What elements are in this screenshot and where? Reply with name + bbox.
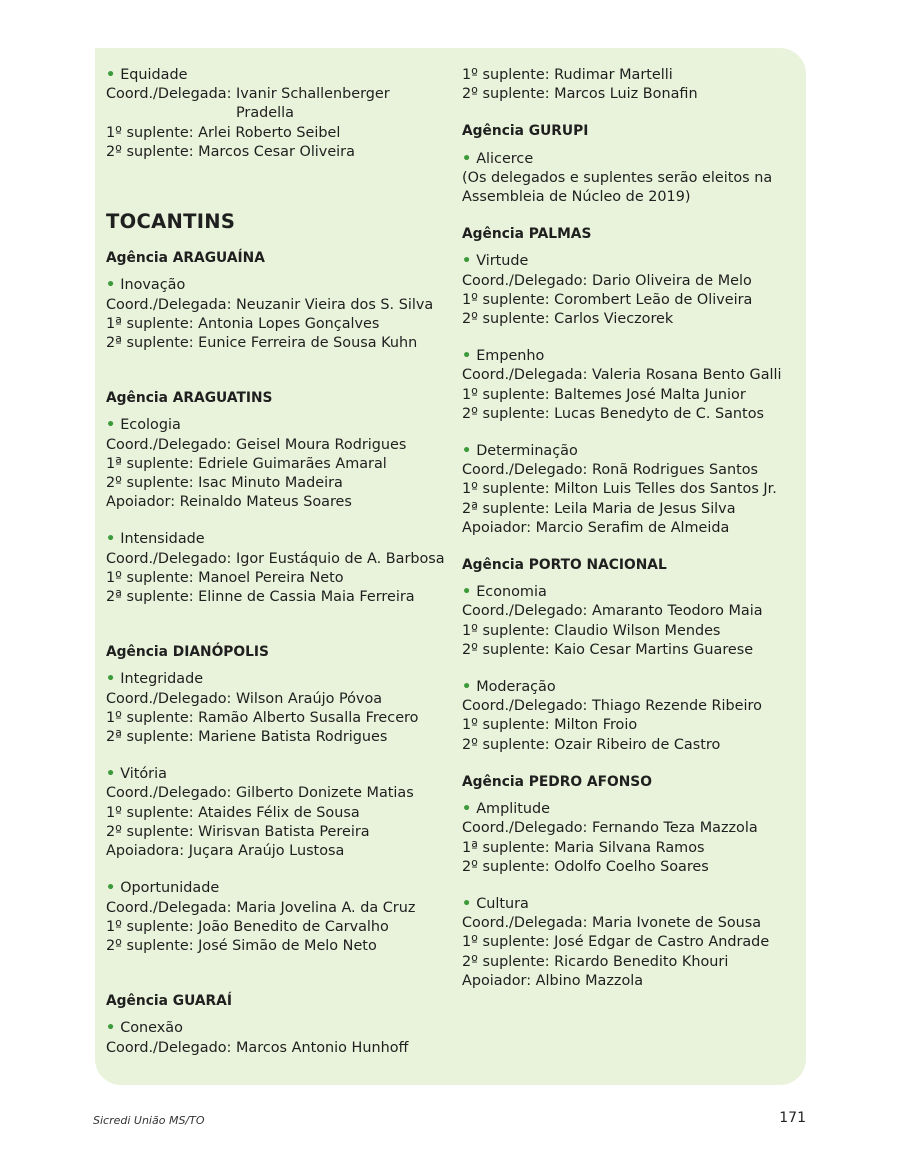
nucleo-name: Conexão	[120, 1020, 183, 1037]
note: Assembleia de Núcleo de 2019)	[462, 189, 691, 206]
nucleo-vitoria	[106, 765, 451, 861]
coordinator-continuation: Pradella	[236, 105, 294, 122]
substitute-1: 1ª suplente: Edriele Guimarães Amaral	[106, 455, 387, 472]
bullet-icon: •	[106, 766, 116, 783]
substitute-1: 1º suplente: Baltemes José Malta Junior	[462, 386, 746, 403]
substitute-1: 1º suplente: Milton Froio	[462, 717, 638, 734]
substitute-2: 2º suplente: Ricardo Benedito Khouri	[462, 953, 729, 970]
nucleo-inovacao	[106, 276, 451, 353]
substitute-1: 1º suplente: Manoel Pereira Neto	[106, 569, 344, 586]
bullet-icon: •	[462, 253, 472, 270]
footer-publication: Sicredi União MS/TO	[93, 1114, 205, 1127]
nucleo-name: Alicerce	[476, 150, 534, 167]
substitute-2: 2ª suplente: Eunice Ferreira de Sousa Kuhn	[106, 335, 418, 352]
substitute-2: 2º suplente: Kaio Cesar Martins Guarese	[462, 641, 754, 658]
coordinator: Coord./Delegado: Dario Oliveira de Melo	[462, 272, 752, 289]
coordinator: Coord./Delegado: Amaranto Teodoro Maia	[462, 603, 763, 620]
agency-heading: Agência PEDRO AFONSO	[462, 773, 652, 790]
bullet-icon: •	[462, 895, 472, 912]
substitute-2: 2º suplente: Marcos Luiz Bonafin	[462, 86, 698, 103]
agency-heading: Agência GURUPI	[462, 123, 589, 140]
nucleo-name: Ecologia	[120, 417, 181, 434]
coordinator: Coord./Delegado: Fernando Teza Mazzola	[462, 820, 758, 837]
bullet-icon: •	[106, 671, 116, 688]
substitute-1: 1º suplente: Corombert Leão de Oliveira	[462, 291, 753, 308]
substitute-1: 1º suplente: Rudimar Martelli	[462, 67, 673, 83]
coordinator: Coord./Delegado: Wilson Araújo Póvoa	[106, 690, 383, 707]
coordinator: Coord./Delegado: Igor Eustáquio de A. Barbosa	[106, 550, 445, 567]
coordinator: Coord./Delegado: Thiago Rezende Ribeiro	[462, 698, 762, 715]
supporter: Apoiador: Albino Mazzola	[462, 972, 644, 989]
bullet-icon: •	[462, 348, 472, 365]
coordinator: Coord./Delegado: Marcos Antonio Hunhoff	[106, 1039, 409, 1056]
substitute-2: 2º suplente: Lucas Benedyto de C. Santos	[462, 405, 764, 422]
nucleo-name: Equidade	[120, 67, 188, 83]
nucleo-name: Amplitude	[476, 801, 550, 818]
substitute-2: 2ª suplente: Leila Maria de Jesus Silva	[462, 500, 736, 517]
nucleo-name: Intensidade	[120, 531, 205, 548]
nucleo-name: Integridade	[120, 671, 204, 688]
substitute-2: 2ª suplente: Mariene Batista Rodrigues	[106, 729, 388, 746]
right-column	[462, 66, 792, 991]
nucleo-conexao	[106, 1019, 451, 1057]
coordinator: Coord./Delegado: Geisel Moura Rodrigues	[106, 436, 407, 453]
coordinator: Coord./Delegada: Valeria Rosana Bento Galli	[462, 367, 782, 384]
bullet-icon: •	[106, 67, 116, 83]
coordinator: Coord./Delegada: Neuzanir Vieira dos S. Silva	[106, 296, 434, 313]
nucleo-name: Vitória	[120, 766, 167, 783]
substitute-1: 1º suplente: João Benedito de Carvalho	[106, 918, 389, 935]
agency-heading: Agência ARAGUATINS	[106, 390, 273, 407]
substitute-2: 2º suplente: Isac Minuto Madeira	[106, 475, 343, 492]
bullet-icon: •	[106, 1020, 116, 1037]
agency-heading: Agência PORTO NACIONAL	[462, 557, 667, 574]
nucleo-equidade	[106, 66, 451, 162]
state-heading: TOCANTINS	[106, 210, 236, 234]
nucleo-alicerce	[462, 150, 792, 208]
bullet-icon: •	[462, 801, 472, 818]
bullet-icon: •	[106, 880, 116, 897]
nucleo-name: Oportunidade	[120, 880, 220, 897]
nucleo-oportunidade	[106, 879, 451, 956]
supporter: Apoiador: Reinaldo Mateus Soares	[106, 494, 352, 511]
nucleo-name: Determinação	[476, 443, 578, 460]
substitute-2: 2ª suplente: Elinne de Cassia Maia Ferreira	[106, 589, 415, 606]
nucleo-name: Virtude	[476, 253, 529, 270]
coordinator: Coord./Delegada: Maria Jovelina A. da Cruz	[106, 899, 416, 916]
coordinator: Coord./Delegada: Ivanir Schallenberger	[106, 86, 390, 103]
substitute-1: 1º suplente: Ramão Alberto Susalla Frecero	[106, 709, 419, 726]
nucleo-name: Economia	[476, 584, 547, 601]
coordinator: Coord./Delegado: Gilberto Donizete Matias	[106, 785, 414, 802]
substitute-1: 1º suplente: Milton Luis Telles dos Santos Jr.	[462, 481, 777, 498]
supporter: Apoiador: Marcio Serafim de Almeida	[462, 519, 730, 536]
nucleo-name: Empenho	[476, 348, 545, 365]
substitute-1: 1º suplente: Claudio Wilson Mendes	[462, 622, 721, 639]
substitute-1: 1º suplente: Arlei Roberto Seibel	[106, 124, 341, 141]
substitute-2: 2º suplente: Wirisvan Batista Pereira	[106, 823, 370, 840]
substitute-2: 2º suplente: Marcos Cesar Oliveira	[106, 143, 355, 160]
coordinator: Coord./Delegada: Maria Ivonete de Sousa	[462, 915, 762, 932]
nucleo-amplitude	[462, 800, 792, 877]
nucleo-empenho	[462, 347, 792, 424]
bullet-icon: •	[462, 584, 472, 601]
nucleo-moderacao	[462, 678, 792, 755]
agency-heading: Agência PALMAS	[462, 226, 592, 243]
substitute-2: 2º suplente: Ozair Ribeiro de Castro	[462, 736, 721, 753]
page-number: 171	[779, 1110, 806, 1126]
substitute-2: 2º suplente: Carlos Vieczorek	[462, 311, 674, 328]
nucleo-name: Moderação	[476, 679, 556, 696]
left-column	[106, 66, 451, 1058]
continued-nucleo	[462, 66, 792, 104]
nucleo-virtude	[462, 252, 792, 329]
nucleo-economia	[462, 583, 792, 660]
nucleo-cultura	[462, 895, 792, 991]
substitute-2: 2º suplente: José Simão de Melo Neto	[106, 937, 377, 954]
substitute-1: 1º suplente: José Edgar de Castro Andrade	[462, 934, 770, 951]
note: (Os delegados e suplentes serão eleitos na	[462, 169, 773, 186]
nucleo-name: Cultura	[476, 895, 529, 912]
bullet-icon: •	[106, 531, 116, 548]
supporter: Apoiadora: Juçara Araújo Lustosa	[106, 843, 345, 860]
substitute-1: 1ª suplente: Maria Silvana Ramos	[462, 839, 705, 856]
substitute-1: 1ª suplente: Antonia Lopes Gonçalves	[106, 315, 380, 332]
agency-heading: Agência GUARAÍ	[106, 993, 232, 1010]
nucleo-intensidade	[106, 530, 451, 607]
bullet-icon: •	[106, 417, 116, 434]
nucleo-name: Inovação	[120, 277, 186, 294]
bullet-icon: •	[462, 150, 472, 167]
agency-heading: Agência ARAGUAÍNA	[106, 250, 265, 267]
nucleo-integridade	[106, 670, 451, 747]
substitute-1: 1º suplente: Ataides Félix de Sousa	[106, 804, 360, 821]
coordinator: Coord./Delegado: Ronã Rodrigues Santos	[462, 462, 759, 479]
bullet-icon: •	[462, 679, 472, 696]
nucleo-determinacao	[462, 442, 792, 538]
agency-heading: Agência DIANÓPOLIS	[106, 644, 269, 661]
nucleo-ecologia	[106, 416, 451, 512]
bullet-icon: •	[106, 277, 116, 294]
substitute-2: 2º suplente: Odolfo Coelho Soares	[462, 858, 709, 875]
bullet-icon: •	[462, 443, 472, 460]
